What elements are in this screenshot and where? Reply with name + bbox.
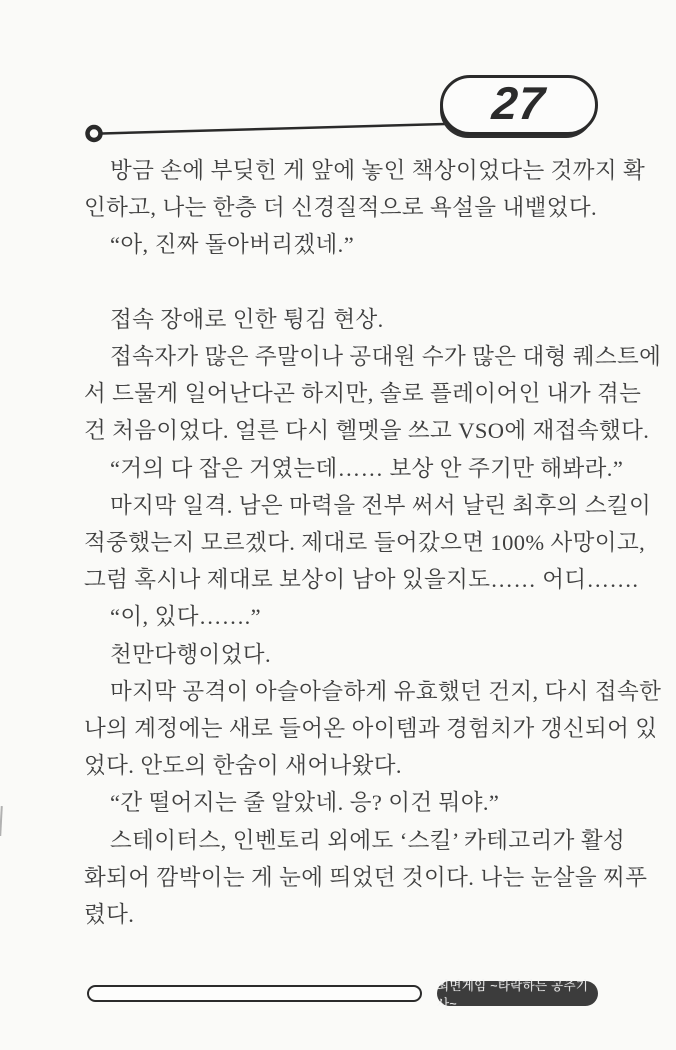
text-line: 인하고, 나는 한층 더 신경질적으로 욕설을 내뱉었다.	[84, 195, 598, 221]
text-line: 서 드물게 일어난다곤 하지만, 솔로 플레이어인 내가 겪는	[84, 381, 642, 407]
scan-artifact	[0, 806, 3, 836]
header-rule-line	[102, 124, 445, 134]
text-line: 나의 계정에는 새로 들어온 아이템과 경험치가 갱신되어 있	[84, 716, 658, 742]
text-line: 화되어 깜박이는 게 눈에 띄었던 것이다. 나는 눈살을 찌푸	[84, 864, 648, 890]
text-line: 접속자가 많은 주말이나 공대원 수가 많은 대형 퀘스트에	[110, 344, 662, 370]
text-line: “아, 진짜 돌아버리겠네.”	[110, 232, 355, 258]
body-text	[84, 152, 662, 933]
text-line: 적중했는지 모르겠다. 제대로 들어갔으면 100% 사망이고,	[84, 530, 646, 556]
text-line: 접속 장애로 인한 튕김 현상.	[110, 306, 384, 332]
footer-title-box	[87, 985, 422, 1002]
text-line: 마지막 공격이 아슬아슬하게 유효했던 건지, 다시 접속한	[110, 678, 662, 704]
series-title-label: 최면게임 ~타락하는 공주기사~	[437, 978, 589, 1011]
text-line: “이, 있다…….”	[110, 604, 262, 630]
page-number-pill	[440, 75, 598, 135]
text-line: 마지막 일격. 남은 마력을 전부 써서 날린 최후의 스킬이	[110, 492, 652, 518]
blank-line	[84, 264, 610, 301]
text-line: 스테이터스, 인벤토리 외에도 ‘스킬’ 카테고리가 활성	[110, 827, 626, 853]
series-title-badge	[437, 978, 598, 1011]
header-rule-dot-icon	[88, 127, 101, 140]
text-line: 었다. 안도의 한숨이 새어나왔다.	[84, 753, 402, 779]
text-line: 천만다행이었다.	[110, 641, 271, 667]
text-line: 렸다.	[84, 902, 135, 928]
page-number: 27	[490, 77, 548, 129]
text-line: “간 떨어지는 줄 알았네. 응? 이건 뭐야.”	[110, 790, 500, 816]
text-line: 그럼 혹시나 제대로 보상이 남아 있을지도…… 어디…….	[84, 567, 639, 593]
text-line: 건 처음이었다. 얼른 다시 헬멧을 쓰고 VSO에 재접속했다.	[84, 418, 650, 444]
text-line: “거의 다 잡은 거였는데…… 보상 안 주기만 해봐라.”	[110, 455, 624, 481]
text-line: 방금 손에 부딪힌 게 앞에 놓인 책상이었다는 것까지 확	[110, 158, 646, 183]
